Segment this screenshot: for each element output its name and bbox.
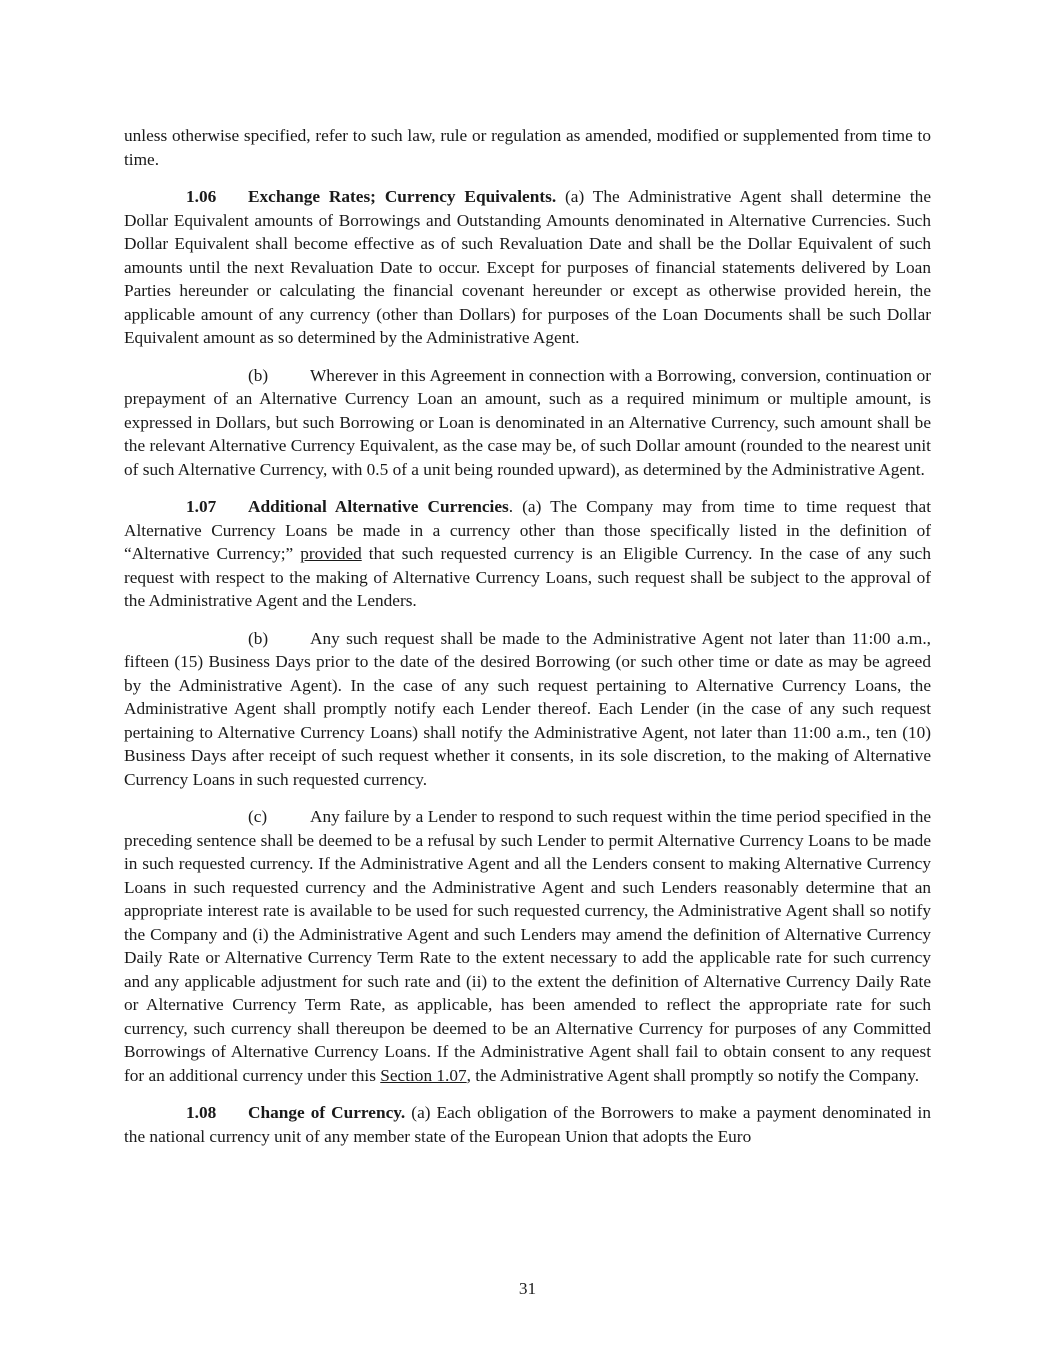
subsection-body: Any such request shall be made to the Administrative Agent not later than 11:00 a.m., fifteen (15) Business Days prior to the date of the desired Borrowing (or such other time or date as may be agreed by the Administrative Agent). In the case of any such request pertaining to Alternative Currency Loans, the Administrative Agent shall promptly notify each Lender thereof. Each Lender (in the case of any such request pertaining to Alternative Currency Loans) shall notify the Administrative Agent, not later than 11:00 a.m., ten (10) Business Days after receipt of such request whether it consents, in its sole discretion, to the making of Alternative Currency Loans in such requested currency.	[124, 628, 931, 789]
paragraph-continuation	[124, 124, 931, 171]
section-number: 1.06	[186, 187, 217, 206]
section-body: (a) The Administrative Agent shall determine the Dollar Equivalent amounts of Borrowings and Outstanding Amounts denominated in Alternative Currencies. Such Dollar Equivalent shall become effective as of such Revaluation Date and shall be the Dollar Equivalent of such amounts until the next Revaluation Date to occur. Except for purposes of financial statements delivered by Loan Parties hereunder or calculating the financial covenant hereunder or except as otherwise provided herein, the applicable amount of any currency (other than Dollars) for purposes of the Loan Documents shall be such Dollar Equivalent amount as so determined by the Administrative Agent.	[124, 187, 931, 347]
section-1-06	[124, 185, 931, 350]
section-1-07-c	[124, 805, 931, 1087]
section-body-cont: that such requested currency is an Eligible Currency. In the case of any such request with respect to the making of Alternative Currency Loans, such request shall be subject to the approval of the Administrative Agent and the Lenders.	[124, 544, 931, 610]
section-reference: Section 1.07	[380, 1065, 467, 1085]
section-1-07-b	[124, 627, 931, 792]
section-body: (a) Each obligation of the Borrowers to make a payment denominated in the national currency unit of any member state of the European Union that adopts the Euro	[124, 1103, 931, 1146]
section-body: . (a) The Company may from time to time request that Alternative Currency Loans be made in a currency other than those specifically listed in the definition of “Alternative Currency;”	[124, 497, 932, 563]
subsection-label: (c)	[248, 807, 268, 826]
section-1-08	[124, 1101, 931, 1148]
section-heading: Change of Currency.	[248, 1103, 406, 1122]
defined-term-provided: provided	[300, 544, 362, 563]
subsection-body-cont: , the Administrative Agent shall promptly so notify the Company.	[466, 1065, 920, 1085]
subsection-label: (b)	[248, 365, 269, 385]
document-page	[124, 124, 931, 1162]
continuation-text: unless otherwise specified, refer to such law, rule or regulation as amended, modified or supplemented from time to time.	[124, 126, 931, 169]
section-1-06-b	[124, 364, 931, 482]
section-heading: Additional Alternative Currencies	[248, 497, 509, 516]
subsection-label: (b)	[248, 628, 269, 648]
subsection-body: Wherever in this Agreement in connection with a Borrowing, conversion, continuation or prepayment of an Alternative Currency Loan an amount, such as a required minimum or multiple amount, is expressed in Dollars, but such Borrowing or Loan is denominated in an Alternative Currency, such amount shall be the relevant Alternative Currency Equivalent, as the case may be, of such Dollar amount (rounded to the nearest unit of such Alternative Currency, with 0.5 of a unit being rounded upward), as determined by the Administrative Agent.	[124, 365, 931, 479]
page-number: 31	[518, 1279, 537, 1298]
section-number: 1.07	[186, 497, 217, 516]
section-number: 1.08	[186, 1103, 217, 1122]
section-heading: Exchange Rates; Currency Equivalents.	[248, 187, 557, 206]
section-1-07	[124, 495, 931, 613]
subsection-body: Any failure by a Lender to respond to such request within the time period specified in the preceding sentence shall be deemed to be a refusal by such Lender to permit Alternative Currency Loans to be made in such requested currency. If the Administrative Agent and all the Lenders consent to making Alternative Currency Loans in such requested currency and the Administrative Agent and such Lenders reasonably determine that an appropriate interest rate is available to be used for such requested currency, the Administrative Agent shall so notify the Company and (i) the Administrative Agent and such Lenders may amend the definition of Alternative Currency Daily Rate or Alternative Currency Term Rate to the extent necessary to add the applicable rate for such currency and any applicable adjustment for such rate and (ii) to the extent the definition of Alternative Currency Daily Rate or Alternative Currency Term Rate, as applicable, has been amended to reflect the appropriate rate for such currency, such currency shall thereupon be deemed to be an Alternative Currency for purposes of any Committed Borrowings of Alternative Currency Loans. If the Administrative Agent shall fail to obtain consent to any request for an additional currency under this	[124, 807, 931, 1085]
